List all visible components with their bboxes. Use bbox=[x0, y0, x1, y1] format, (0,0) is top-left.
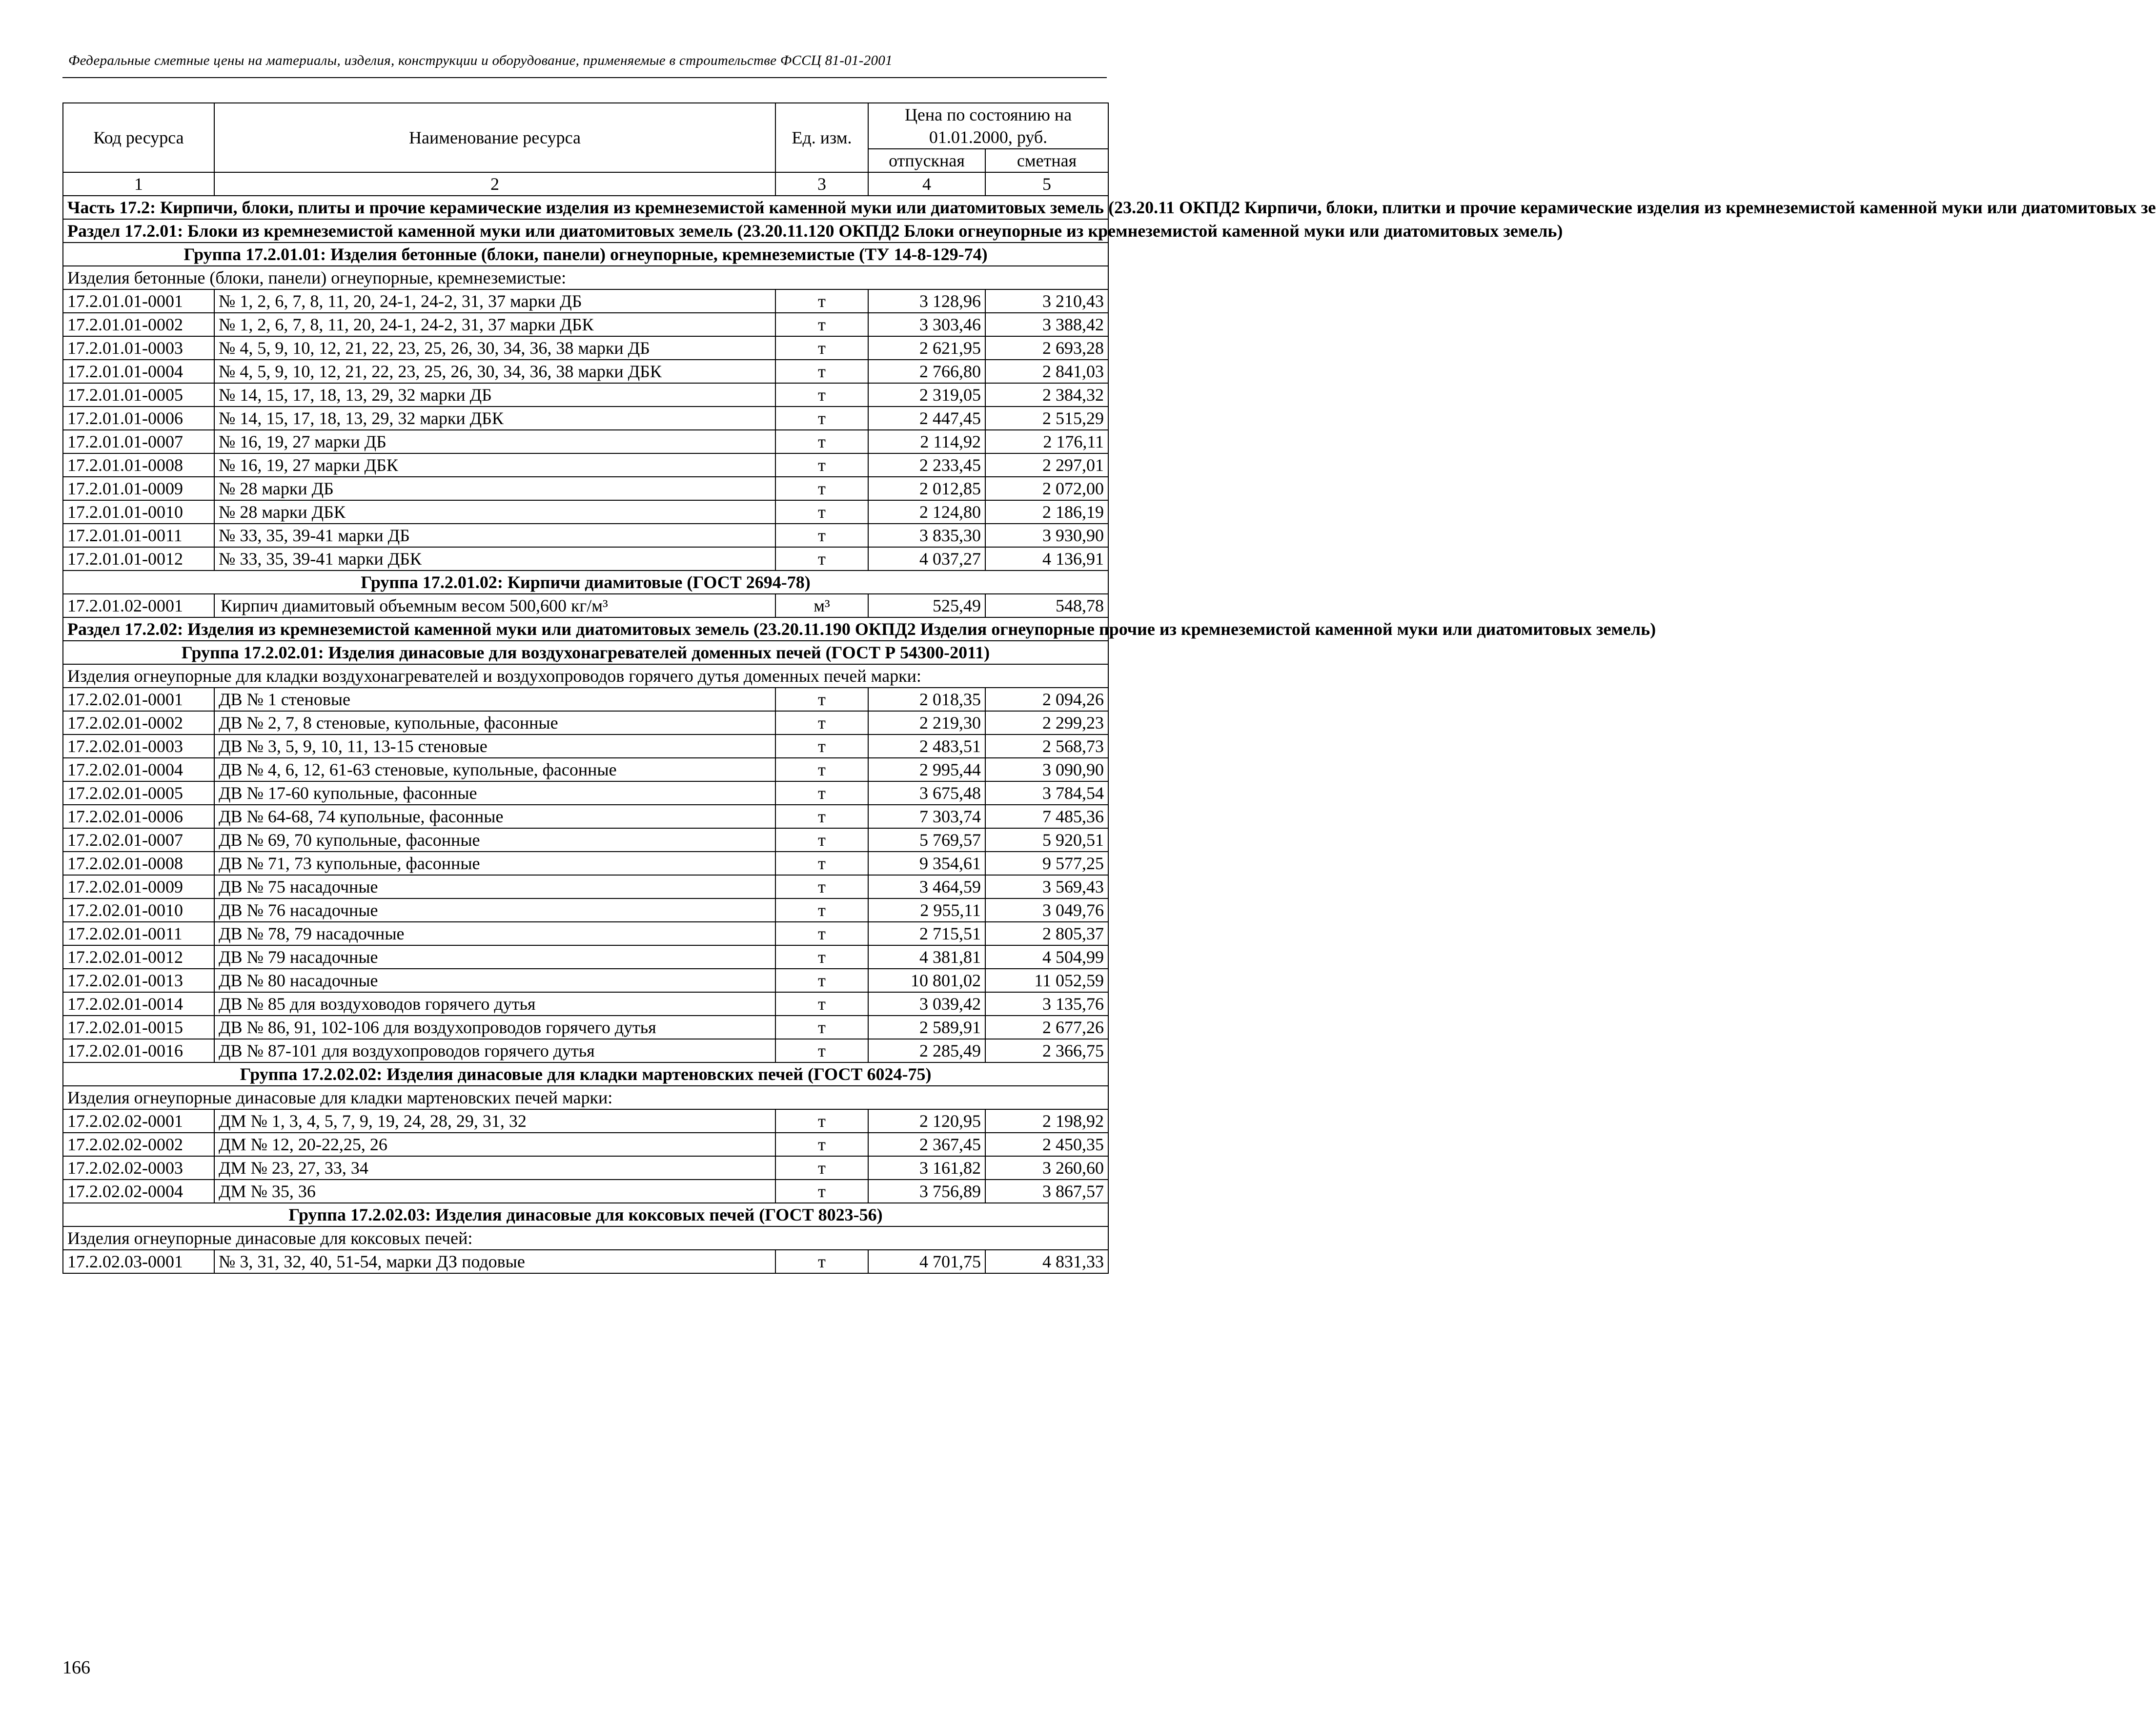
resource-name: № 33, 35, 39-41 марки ДБК bbox=[214, 547, 775, 571]
table-row bbox=[63, 500, 1108, 524]
group-title-row bbox=[63, 641, 1108, 664]
estimate-price: 2 805,37 bbox=[985, 922, 1108, 945]
resource-code: 17.2.02.01-0014 bbox=[63, 992, 214, 1016]
resource-code: 17.2.02.01-0011 bbox=[63, 922, 214, 945]
resource-name: ДМ № 23, 27, 33, 34 bbox=[214, 1156, 775, 1180]
estimate-price: 2 384,32 bbox=[985, 383, 1108, 407]
section-title: Раздел 17.2.02: Изделия из кремнеземистой каменной муки или диатомитовых земель (23.20.11.190 ОКПД2 Изделия огнеупорные прочие из кремнеземистой каменной муки или диатомитовых земель) bbox=[63, 617, 1108, 641]
table-row bbox=[63, 875, 1108, 898]
unit: т bbox=[775, 969, 868, 992]
table-row bbox=[63, 688, 1108, 711]
unit: т bbox=[775, 1250, 868, 1273]
resource-name: № 1, 2, 6, 7, 8, 11, 20, 24-1, 24-2, 31, 37 марки ДБ bbox=[214, 289, 775, 313]
release-price: 2 447,45 bbox=[868, 407, 985, 430]
estimate-price: 2 186,19 bbox=[985, 500, 1108, 524]
resource-code: 17.2.01.01-0002 bbox=[63, 313, 214, 336]
resource-name: ДВ № 76 насадочные bbox=[214, 898, 775, 922]
table-row bbox=[63, 1133, 1108, 1156]
estimate-price: 3 260,60 bbox=[985, 1156, 1108, 1180]
resource-code: 17.2.01.01-0001 bbox=[63, 289, 214, 313]
table-row bbox=[63, 477, 1108, 500]
estimate-price: 2 299,23 bbox=[985, 711, 1108, 734]
release-price: 2 124,80 bbox=[868, 500, 985, 524]
unit: т bbox=[775, 500, 868, 524]
table-row bbox=[63, 1039, 1108, 1062]
resource-name: ДМ № 12, 20-22,25, 26 bbox=[214, 1133, 775, 1156]
group-title: Группа 17.2.02.03: Изделия динасовые для коксовых печей (ГОСТ 8023-56) bbox=[63, 1203, 1108, 1226]
table-row bbox=[63, 898, 1108, 922]
section-title-row bbox=[63, 617, 1108, 641]
unit: т bbox=[775, 781, 868, 805]
release-price: 2 219,30 bbox=[868, 711, 985, 734]
resource-code: 17.2.02.01-0004 bbox=[63, 758, 214, 781]
resource-name: № 28 марки ДБ bbox=[214, 477, 775, 500]
page-number: 166 bbox=[62, 1657, 90, 1678]
unit: т bbox=[775, 1109, 868, 1133]
estimate-price: 2 297,01 bbox=[985, 453, 1108, 477]
group-subheading: Изделия огнеупорные динасовые для кладки мартеновских печей марки: bbox=[63, 1086, 1108, 1109]
unit: т bbox=[775, 453, 868, 477]
unit: т bbox=[775, 875, 868, 898]
estimate-price: 3 930,90 bbox=[985, 524, 1108, 547]
group-subheading: Изделия бетонные (блоки, панели) огнеупорные, кремнеземистые: bbox=[63, 266, 1108, 289]
resource-code: 17.2.01.01-0011 bbox=[63, 524, 214, 547]
resource-code: 17.2.02.02-0002 bbox=[63, 1133, 214, 1156]
group-title: Группа 17.2.02.02: Изделия динасовые для кладки мартеновских печей (ГОСТ 6024-75) bbox=[63, 1062, 1108, 1086]
table-row bbox=[63, 852, 1108, 875]
resource-code: 17.2.02.01-0001 bbox=[63, 688, 214, 711]
table-row bbox=[63, 360, 1108, 383]
table-row bbox=[63, 711, 1108, 734]
unit: т bbox=[775, 407, 868, 430]
resource-code: 17.2.02.01-0010 bbox=[63, 898, 214, 922]
estimate-price: 2 366,75 bbox=[985, 1039, 1108, 1062]
release-price: 9 354,61 bbox=[868, 852, 985, 875]
resource-name: ДВ № 4, 6, 12, 61-63 стеновые, купольные, фасонные bbox=[214, 758, 775, 781]
release-price: 2 589,91 bbox=[868, 1016, 985, 1039]
resource-code: 17.2.02.01-0013 bbox=[63, 969, 214, 992]
resource-name: ДВ № 80 насадочные bbox=[214, 969, 775, 992]
estimate-price: 2 515,29 bbox=[985, 407, 1108, 430]
resource-name: № 28 марки ДБК bbox=[214, 500, 775, 524]
group-subheading: Изделия огнеупорные для кладки воздухонагревателей и воздухопроводов горячего дутья доменных печей марки: bbox=[63, 664, 1108, 688]
estimate-price: 2 450,35 bbox=[985, 1133, 1108, 1156]
table-row bbox=[63, 407, 1108, 430]
unit: т bbox=[775, 945, 868, 969]
resource-code: 17.2.02.02-0004 bbox=[63, 1180, 214, 1203]
resource-code: 17.2.01.02-0001 bbox=[63, 594, 214, 617]
release-price: 4 701,75 bbox=[868, 1250, 985, 1273]
estimate-price: 11 052,59 bbox=[985, 969, 1108, 992]
resource-name: ДВ № 17-60 купольные, фасонные bbox=[214, 781, 775, 805]
subheading-row bbox=[63, 266, 1108, 289]
group-title: Группа 17.2.01.02: Кирпичи диамитовые (ГОСТ 2694-78) bbox=[63, 571, 1108, 594]
estimate-price: 2 568,73 bbox=[985, 734, 1108, 758]
release-price: 3 039,42 bbox=[868, 992, 985, 1016]
table-row bbox=[63, 524, 1108, 547]
release-price: 10 801,02 bbox=[868, 969, 985, 992]
resource-code: 17.2.01.01-0007 bbox=[63, 430, 214, 453]
estimate-price: 2 198,92 bbox=[985, 1109, 1108, 1133]
group-title-row bbox=[63, 571, 1108, 594]
table-row bbox=[63, 430, 1108, 453]
release-price: 3 835,30 bbox=[868, 524, 985, 547]
resource-code: 17.2.02.01-0009 bbox=[63, 875, 214, 898]
table-row bbox=[63, 313, 1108, 336]
resource-code: 17.2.02.01-0016 bbox=[63, 1039, 214, 1062]
group-title-row bbox=[63, 1203, 1108, 1226]
release-price: 3 161,82 bbox=[868, 1156, 985, 1180]
resource-code: 17.2.01.01-0010 bbox=[63, 500, 214, 524]
release-price: 2 766,80 bbox=[868, 360, 985, 383]
resource-code: 17.2.02.01-0012 bbox=[63, 945, 214, 969]
release-price: 3 756,89 bbox=[868, 1180, 985, 1203]
header-code: Код ресурса bbox=[63, 103, 214, 172]
resource-code: 17.2.02.01-0006 bbox=[63, 805, 214, 828]
release-price: 5 769,57 bbox=[868, 828, 985, 852]
resource-name: № 16, 19, 27 марки ДБ bbox=[214, 430, 775, 453]
release-price: 2 114,92 bbox=[868, 430, 985, 453]
table-row bbox=[63, 758, 1108, 781]
resource-name: № 14, 15, 17, 18, 13, 29, 32 марки ДБ bbox=[214, 383, 775, 407]
unit: т bbox=[775, 1133, 868, 1156]
header-row bbox=[63, 103, 1108, 149]
resource-name: № 14, 15, 17, 18, 13, 29, 32 марки ДБК bbox=[214, 407, 775, 430]
estimate-price: 3 867,57 bbox=[985, 1180, 1108, 1203]
unit: т bbox=[775, 805, 868, 828]
release-price: 2 012,85 bbox=[868, 477, 985, 500]
resource-name: ДВ № 85 для воздуховодов горячего дутья bbox=[214, 992, 775, 1016]
header-name: Наименование ресурса bbox=[214, 103, 775, 172]
resource-name: № 33, 35, 39-41 марки ДБ bbox=[214, 524, 775, 547]
header-rule bbox=[62, 77, 1107, 78]
resource-name: № 16, 19, 27 марки ДБК bbox=[214, 453, 775, 477]
release-price: 525,49 bbox=[868, 594, 985, 617]
release-price: 2 955,11 bbox=[868, 898, 985, 922]
subheading-row bbox=[63, 664, 1108, 688]
estimate-price: 3 210,43 bbox=[985, 289, 1108, 313]
column-numbers-row bbox=[63, 172, 1108, 196]
price-table bbox=[62, 102, 2156, 1274]
estimate-price: 5 920,51 bbox=[985, 828, 1108, 852]
resource-code: 17.2.01.01-0005 bbox=[63, 383, 214, 407]
resource-name: ДВ № 86, 91, 102-106 для воздухопроводов горячего дутья bbox=[214, 1016, 775, 1039]
estimate-price: 2 176,11 bbox=[985, 430, 1108, 453]
column-number: 5 bbox=[985, 172, 1108, 196]
resource-code: 17.2.01.01-0008 bbox=[63, 453, 214, 477]
resource-name: ДВ № 78, 79 насадочные bbox=[214, 922, 775, 945]
estimate-price: 2 841,03 bbox=[985, 360, 1108, 383]
unit: т bbox=[775, 1039, 868, 1062]
estimate-price: 2 693,28 bbox=[985, 336, 1108, 360]
unit: т bbox=[775, 1156, 868, 1180]
section-title: Раздел 17.2.01: Блоки из кремнеземистой каменной муки или диатомитовых земель (23.20.11.120 ОКПД2 Блоки огнеупорные из кремнеземистой каменной муки или диатомитовых земель) bbox=[63, 219, 1108, 243]
release-price: 3 464,59 bbox=[868, 875, 985, 898]
table-row bbox=[63, 1180, 1108, 1203]
resource-code: 17.2.01.01-0009 bbox=[63, 477, 214, 500]
resource-name: ДМ № 1, 3, 4, 5, 7, 9, 19, 24, 28, 29, 31, 32 bbox=[214, 1109, 775, 1133]
release-price: 3 303,46 bbox=[868, 313, 985, 336]
resource-code: 17.2.02.01-0003 bbox=[63, 734, 214, 758]
resource-code: 17.2.02.03-0001 bbox=[63, 1250, 214, 1273]
resource-name: ДМ № 35, 36 bbox=[214, 1180, 775, 1203]
estimate-price: 9 577,25 bbox=[985, 852, 1108, 875]
release-price: 2 120,95 bbox=[868, 1109, 985, 1133]
estimate-price: 3 135,76 bbox=[985, 992, 1108, 1016]
resource-name: ДВ № 75 насадочные bbox=[214, 875, 775, 898]
resource-code: 17.2.02.02-0003 bbox=[63, 1156, 214, 1180]
estimate-price: 3 049,76 bbox=[985, 898, 1108, 922]
table-row bbox=[63, 1156, 1108, 1180]
unit: т bbox=[775, 477, 868, 500]
header-release: отпускная bbox=[868, 149, 985, 172]
resource-name: № 4, 5, 9, 10, 12, 21, 22, 23, 25, 26, 30, 34, 36, 38 марки ДБ bbox=[214, 336, 775, 360]
estimate-price: 4 831,33 bbox=[985, 1250, 1108, 1273]
header-estimate: сметная bbox=[985, 149, 1108, 172]
price-table-body bbox=[63, 103, 2156, 1273]
release-price: 2 367,45 bbox=[868, 1133, 985, 1156]
resource-name: ДВ № 69, 70 купольные, фасонные bbox=[214, 828, 775, 852]
release-price: 2 319,05 bbox=[868, 383, 985, 407]
estimate-price: 3 569,43 bbox=[985, 875, 1108, 898]
group-title: Группа 17.2.02.01: Изделия динасовые для воздухонагревателей доменных печей (ГОСТ Р 54300-2011) bbox=[63, 641, 1108, 664]
unit: т bbox=[775, 922, 868, 945]
unit: т bbox=[775, 852, 868, 875]
resource-code: 17.2.02.01-0008 bbox=[63, 852, 214, 875]
release-price: 3 128,96 bbox=[868, 289, 985, 313]
table-row bbox=[63, 992, 1108, 1016]
unit: т bbox=[775, 1180, 868, 1203]
release-price: 4 037,27 bbox=[868, 547, 985, 571]
unit: т bbox=[775, 828, 868, 852]
section-title-row bbox=[63, 219, 1108, 243]
unit: т bbox=[775, 711, 868, 734]
release-price: 2 285,49 bbox=[868, 1039, 985, 1062]
resource-code: 17.2.02.02-0001 bbox=[63, 1109, 214, 1133]
unit: т bbox=[775, 1016, 868, 1039]
unit: т bbox=[775, 758, 868, 781]
estimate-price: 2 094,26 bbox=[985, 688, 1108, 711]
table-row bbox=[63, 547, 1108, 571]
table-row bbox=[63, 734, 1108, 758]
release-price: 4 381,81 bbox=[868, 945, 985, 969]
unit: т bbox=[775, 524, 868, 547]
resource-code: 17.2.01.01-0003 bbox=[63, 336, 214, 360]
header-unit: Ед. изм. bbox=[775, 103, 868, 172]
estimate-price: 7 485,36 bbox=[985, 805, 1108, 828]
table-row bbox=[63, 945, 1108, 969]
resource-code: 17.2.02.01-0002 bbox=[63, 711, 214, 734]
release-price: 2 483,51 bbox=[868, 734, 985, 758]
resource-name: ДВ № 2, 7, 8 стеновые, купольные, фасонные bbox=[214, 711, 775, 734]
unit: т bbox=[775, 289, 868, 313]
resource-name: ДВ № 1 стеновые bbox=[214, 688, 775, 711]
resource-code: 17.2.01.01-0012 bbox=[63, 547, 214, 571]
unit: т bbox=[775, 430, 868, 453]
unit: т bbox=[775, 734, 868, 758]
release-price: 2 995,44 bbox=[868, 758, 985, 781]
release-price: 2 018,35 bbox=[868, 688, 985, 711]
subheading-row bbox=[63, 1086, 1108, 1109]
unit: м³ bbox=[775, 594, 868, 617]
table-row bbox=[63, 969, 1108, 992]
column-number: 2 bbox=[214, 172, 775, 196]
unit: т bbox=[775, 360, 868, 383]
release-price: 7 303,74 bbox=[868, 805, 985, 828]
resource-code: 17.2.02.01-0005 bbox=[63, 781, 214, 805]
unit: т bbox=[775, 383, 868, 407]
table-row bbox=[63, 805, 1108, 828]
table-row bbox=[63, 336, 1108, 360]
table-row bbox=[63, 1016, 1108, 1039]
column-number: 1 bbox=[63, 172, 214, 196]
release-price: 3 675,48 bbox=[868, 781, 985, 805]
resource-name: Кирпич диамитовый объемным весом 500,600 кг/м³ bbox=[214, 594, 775, 617]
resource-name: ДВ № 64-68, 74 купольные, фасонные bbox=[214, 805, 775, 828]
resource-name: ДВ № 79 насадочные bbox=[214, 945, 775, 969]
resource-code: 17.2.01.01-0004 bbox=[63, 360, 214, 383]
table-row bbox=[63, 594, 1108, 617]
unit: т bbox=[775, 547, 868, 571]
estimate-price: 2 072,00 bbox=[985, 477, 1108, 500]
table-row bbox=[63, 781, 1108, 805]
table-row bbox=[63, 289, 1108, 313]
group-title-row bbox=[63, 243, 1108, 266]
unit: т bbox=[775, 313, 868, 336]
table-row bbox=[63, 383, 1108, 407]
table-row bbox=[63, 828, 1108, 852]
estimate-price: 3 388,42 bbox=[985, 313, 1108, 336]
part-title: Часть 17.2: Кирпичи, блоки, плиты и прочие керамические изделия из кремнеземистой каменной муки или диатомитовых земель (23.20.11 ОКПД2 Кирпичи, блоки, плитки и прочие керамические изделия из кремнеземистой каменной муки или диатомитовых зе bbox=[63, 196, 1108, 219]
unit: т bbox=[775, 688, 868, 711]
estimate-price: 548,78 bbox=[985, 594, 1108, 617]
unit: т bbox=[775, 992, 868, 1016]
resource-code: 17.2.02.01-0007 bbox=[63, 828, 214, 852]
table-row bbox=[63, 922, 1108, 945]
resource-name: ДВ № 87-101 для воздухопроводов горячего дутья bbox=[214, 1039, 775, 1062]
release-price: 2 715,51 bbox=[868, 922, 985, 945]
group-subheading: Изделия огнеупорные динасовые для коксовых печей: bbox=[63, 1226, 1108, 1250]
unit: т bbox=[775, 336, 868, 360]
release-price: 2 233,45 bbox=[868, 453, 985, 477]
resource-code: 17.2.02.01-0015 bbox=[63, 1016, 214, 1039]
estimate-price: 3 090,90 bbox=[985, 758, 1108, 781]
group-title: Группа 17.2.01.01: Изделия бетонные (блоки, панели) огнеупорные, кремнеземистые (ТУ 14-8-129-74) bbox=[63, 243, 1108, 266]
part-title-row bbox=[63, 196, 1108, 219]
estimate-price: 2 677,26 bbox=[985, 1016, 1108, 1039]
subheading-row bbox=[63, 1226, 1108, 1250]
header-price: Цена по состоянию на 01.01.2000, руб. bbox=[868, 103, 1108, 149]
estimate-price: 4 136,91 bbox=[985, 547, 1108, 571]
column-number: 3 bbox=[775, 172, 868, 196]
release-price: 2 621,95 bbox=[868, 336, 985, 360]
table-row bbox=[63, 1109, 1108, 1133]
running-header: Федеральные сметные цены на материалы, изделия, конструкции и оборудование, применяемые в строительстве ФССЦ 81-01-2001 bbox=[68, 53, 893, 68]
group-title-row bbox=[63, 1062, 1108, 1086]
resource-name: № 3, 31, 32, 40, 51-54, марки ДЗ подовые bbox=[214, 1250, 775, 1273]
table-row bbox=[63, 453, 1108, 477]
resource-name: № 4, 5, 9, 10, 12, 21, 22, 23, 25, 26, 30, 34, 36, 38 марки ДБК bbox=[214, 360, 775, 383]
estimate-price: 3 784,54 bbox=[985, 781, 1108, 805]
resource-code: 17.2.01.01-0006 bbox=[63, 407, 214, 430]
table-row bbox=[63, 1250, 1108, 1273]
estimate-price: 4 504,99 bbox=[985, 945, 1108, 969]
resource-name: ДВ № 3, 5, 9, 10, 11, 13-15 стеновые bbox=[214, 734, 775, 758]
column-number: 4 bbox=[868, 172, 985, 196]
unit: т bbox=[775, 898, 868, 922]
resource-name: ДВ № 71, 73 купольные, фасонные bbox=[214, 852, 775, 875]
resource-name: № 1, 2, 6, 7, 8, 11, 20, 24-1, 24-2, 31, 37 марки ДБК bbox=[214, 313, 775, 336]
